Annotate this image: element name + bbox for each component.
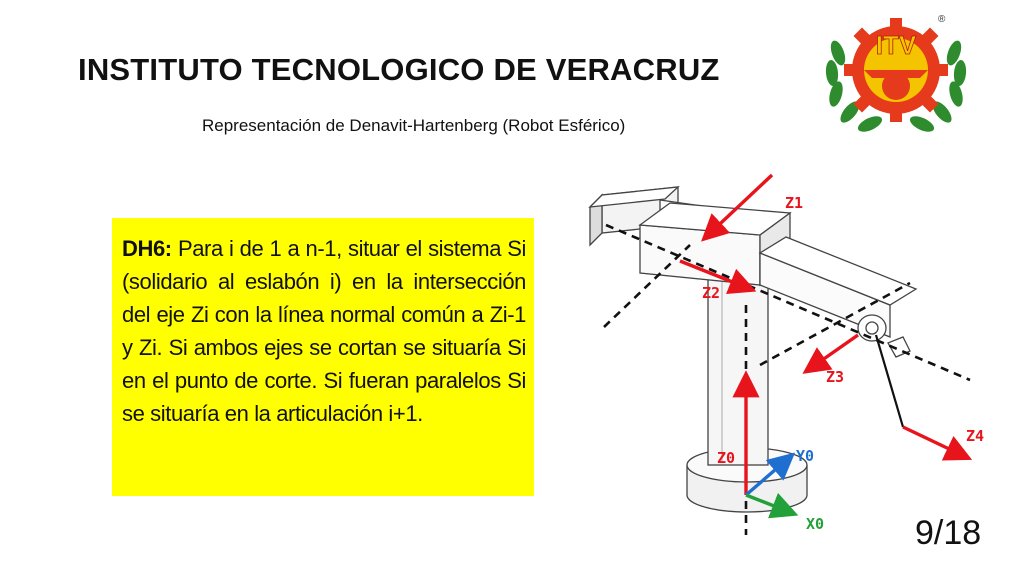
z0-label: Z0 — [717, 449, 736, 467]
robot-body — [590, 187, 916, 512]
dh-rule-box — [112, 218, 534, 496]
page-subtitle: Representación de Denavit-Hartenberg (Robot Esférico) — [202, 116, 626, 135]
z2-label: Z2 — [702, 284, 721, 302]
z1-label: Z1 — [785, 194, 804, 212]
logo-lettering: ITV — [875, 30, 917, 60]
dh-rule-label: DH6: — [122, 236, 172, 261]
y0-label: Y0 — [796, 447, 815, 465]
z3-label: Z3 — [826, 368, 845, 386]
z4-axis-arrow — [903, 427, 966, 457]
spherical-robot-diagram — [560, 165, 1000, 545]
registered-mark: ® — [938, 14, 946, 25]
x0-label: X0 — [806, 515, 825, 533]
z3-axis-arrow — [808, 335, 858, 370]
z4-label: Z4 — [966, 427, 985, 445]
page-number: 9/18 — [915, 514, 982, 552]
page-title: INSTITUTO TECNOLOGICO DE VERACRUZ — [78, 52, 720, 87]
itv-logo — [816, 8, 976, 138]
dh-rule-text — [122, 232, 526, 430]
dh-rule-body: Para i de 1 a n-1, situar el sistema Si (solidario al eslabón i) en la intersección del eje Zi con la línea normal común a Zi-1 y Zi. Si ambos ejes se cortan se situaría Si en el punto de corte. Si fueran paralelos Si se situaría en la articulación i+1. — [122, 236, 526, 426]
